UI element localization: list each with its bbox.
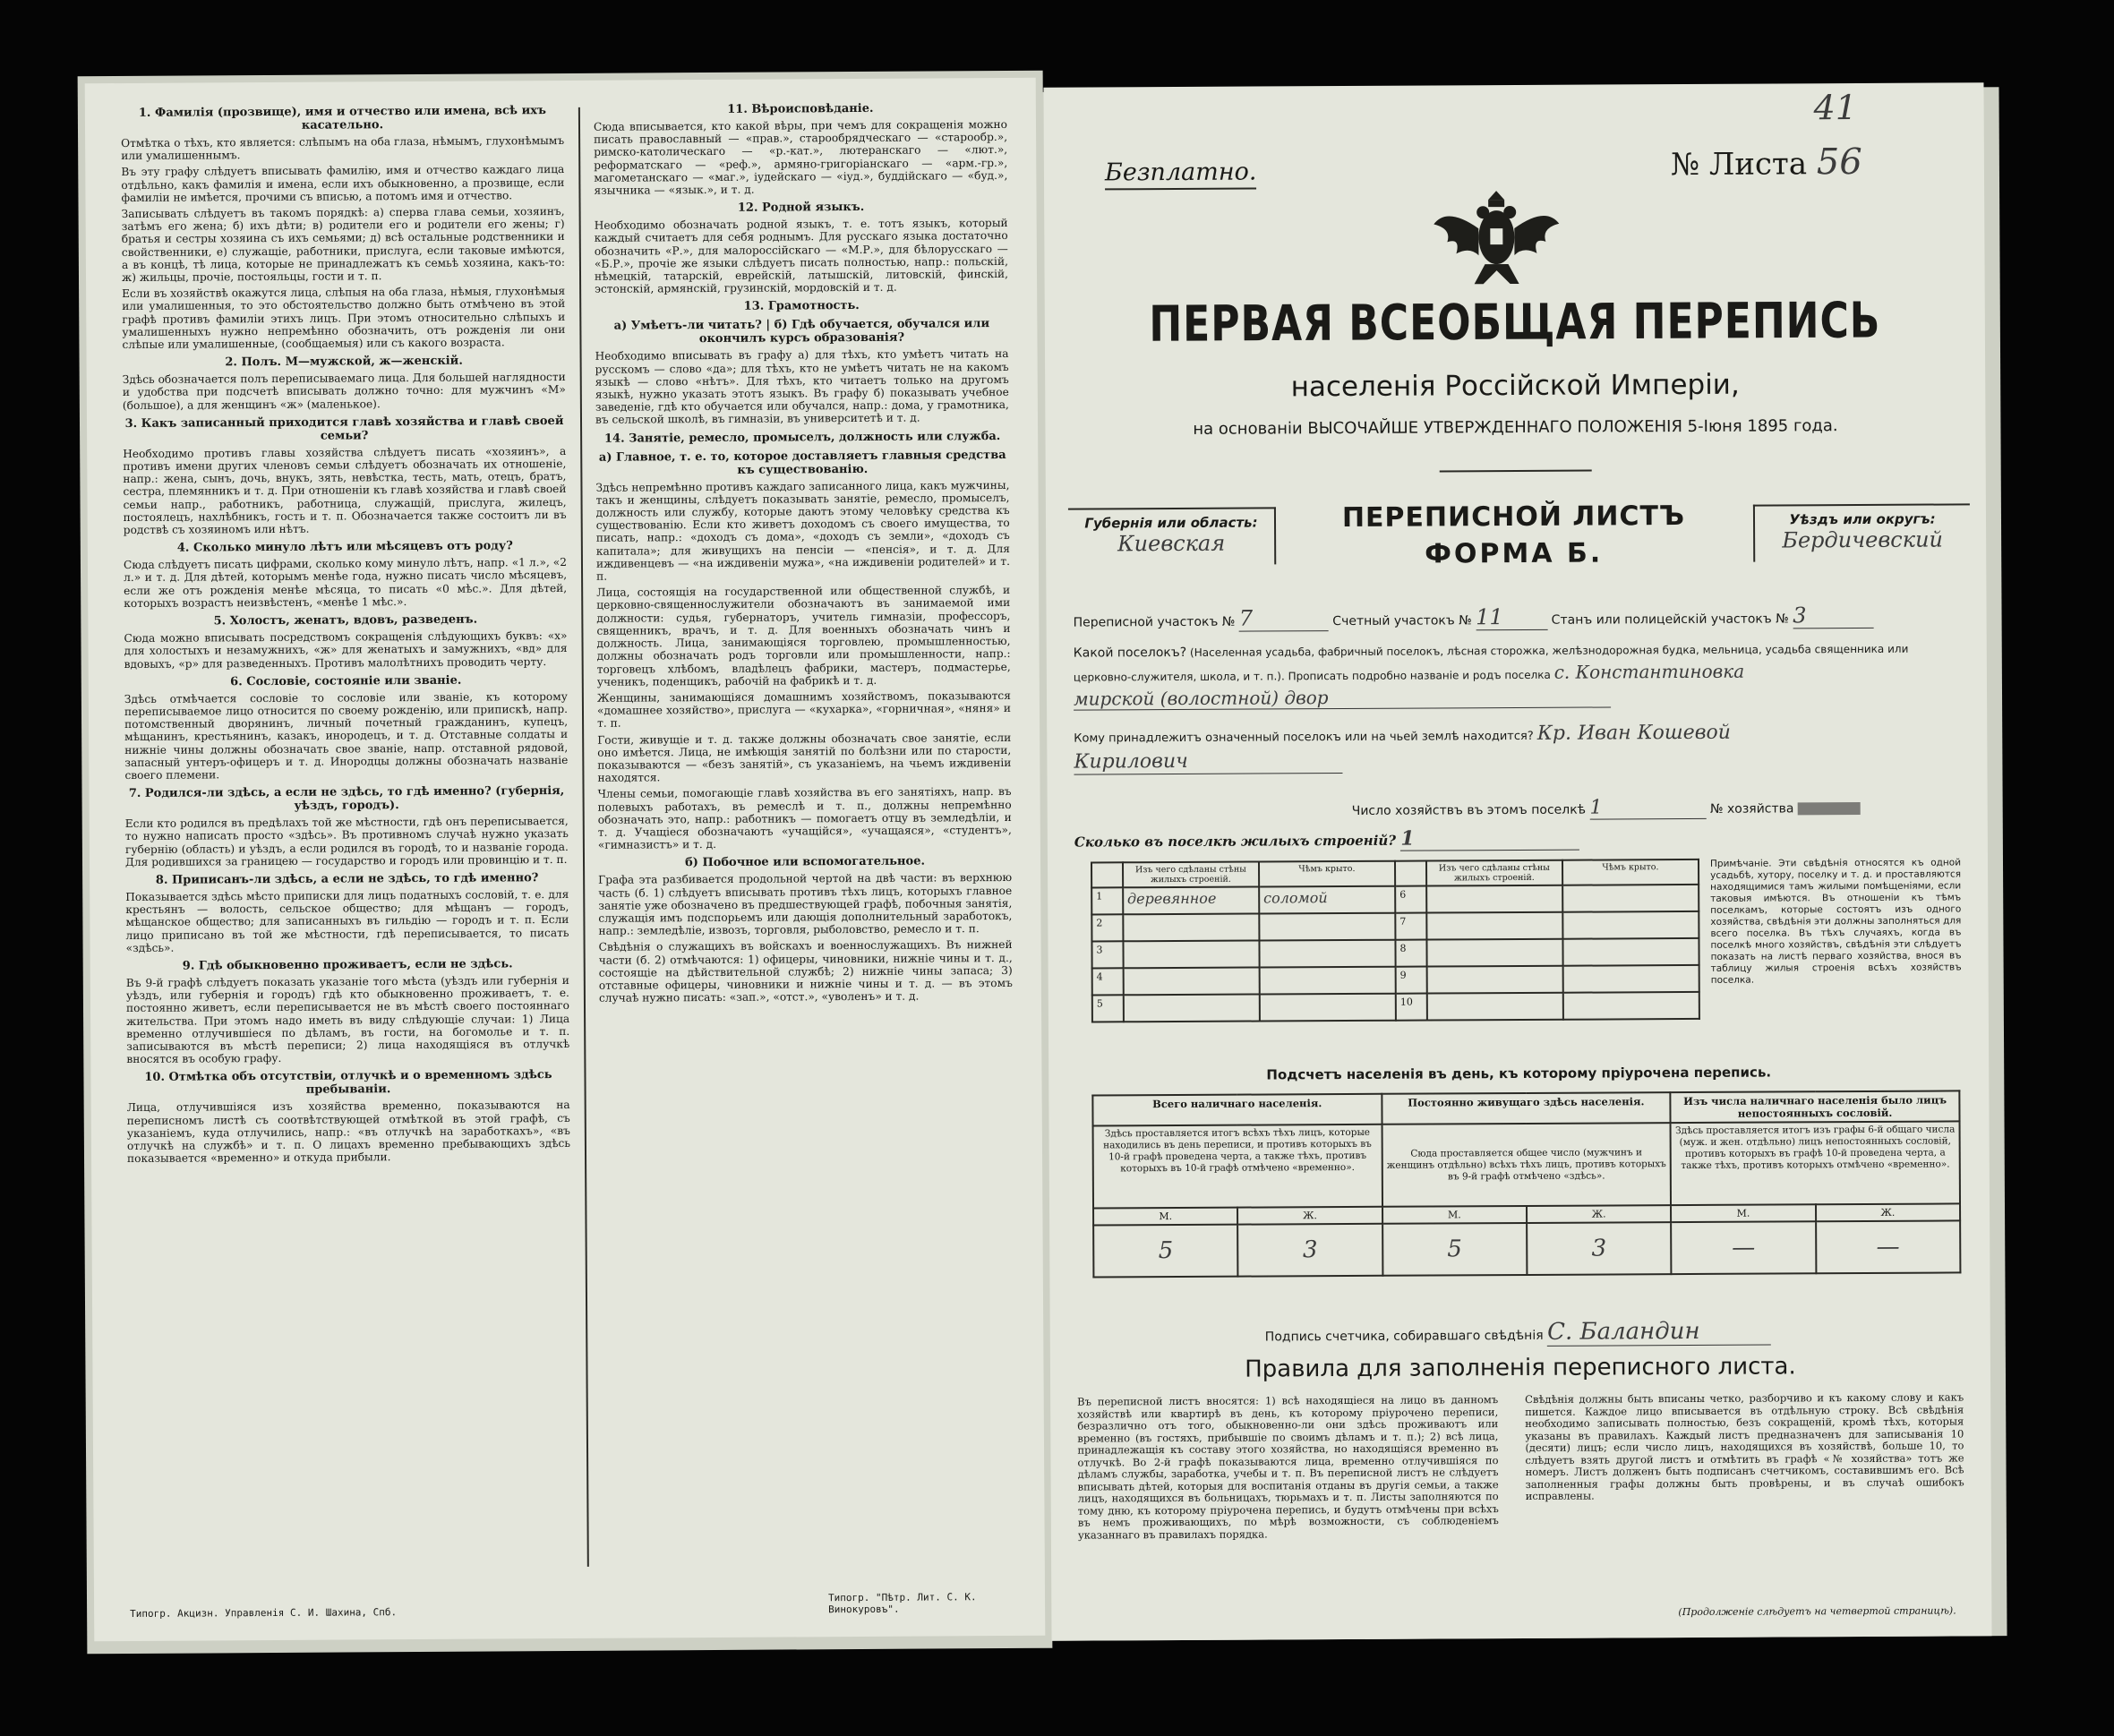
buildings-table-header: Изъ чего сдѣланы стѣны жилыхъ строеній. [1123, 862, 1259, 888]
count-value: 3 [1237, 1224, 1382, 1277]
form-main-title: ПЕРВАЯ ВСЕОБЩАЯ ПЕРЕПИСЬ [1149, 292, 1881, 354]
buildings-cell-walls [1123, 941, 1259, 969]
count-m-header: М. [1093, 1208, 1237, 1226]
buildings-cell-walls [1427, 993, 1563, 1021]
free-label: Безплатно. [1105, 158, 1257, 191]
instruction-paragraph: Въ эту графу слѣдуетъ вписывать фамилію, имя и отчество каждаго лица отдѣльно, какъ фамилія и имена, если ихъ обыкновенно, а прозвище, если фамиліи не имѣется, прочими съ вписью, а потомъ имя и отчество. [121, 163, 565, 204]
buildings-cell-walls [1123, 914, 1259, 942]
instruction-paragraph: Необходимо вписывать въ графу а) для тѣхъ, кто умѣетъ читать на русскомъ — слово «да»; для тѣхъ, кто не умѣетъ читать не на какомъ языкѣ — слово «нѣтъ». Для тѣхъ, кто читаетъ только на другомъ языкѣ, нужно указать этотъ языкъ. Въ графу б) показывать учебное заведеніе, гдѣ кто обучается или обучался, напр.: дома, у грамотника, въ сельской школѣ, въ гимназіи, въ университетѣ и т. д. [595, 347, 1009, 427]
count-text-permanent: Сюда проставляется общее число (мужчинъ и женщинъ отдѣльно) всѣхъ тѣхъ лицъ, противъ которыхъ въ 9-й графѣ отмѣчено «здѣсь». [1382, 1123, 1671, 1207]
form-legal-basis: на основаніи ВЫСОЧАЙШЕ УТВЕРЖДЕННАГО ПОЛОЖЕНІЯ 5-Іюня 1895 года. [1193, 416, 1838, 439]
buildings-cell-walls [1426, 912, 1562, 940]
instruction-heading: 13. Грамотность. [743, 299, 860, 314]
imperial-eagle-emblem [1429, 175, 1564, 292]
instruction-heading: б) Побочное или вспомогательное. [685, 854, 926, 870]
buildings-table-header-num [1395, 861, 1426, 886]
uezd-label: Уѣздъ или округъ: [1789, 510, 1936, 528]
buildings-cell-roof: соломой [1259, 886, 1395, 914]
population-count-table [1091, 1090, 1961, 1278]
instruction-heading: 7. Родился-ли здѣсь, а если не здѣсь, то гдѣ именно? (губернія, уѣздъ, городъ). [128, 784, 565, 813]
instruction-heading: 1. Фамилія (прозвище), имя и отчество или имена, всѣ ихъ касательно. [138, 104, 546, 133]
buildings-table-header: Изъ чего сдѣланы стѣны жилыхъ строеній. [1426, 860, 1562, 886]
rules-right-column: Свѣдѣнія должны быть вписаны четко, разборчиво и къ какому слову и какъ пишется. Каждое лицо вписывается въ отдѣльную строку. Всѣ свѣдѣнія необходимо записывать полностью, безъ сокращеній, кромѣ тѣхъ, которыя указаны въ правилахъ. Каждый листъ предназначенъ для записыванія 10 (десяти) лицъ; если число лицъ, находящихся въ хозяйствѣ, больше 10, то слѣдуетъ взять другой листъ и отмѣтить въ графѣ «№ хозяйства» тотъ же номеръ. Листъ долженъ быть подписанъ счетчикомъ, составившимъ его. Всѣ заполненныя графы должны быть провѣрены, и въ случаѣ ошибокъ исправлены. [1525, 1390, 1964, 1502]
instruction-paragraph: Записывать слѣдуетъ въ такомъ порядкѣ: а) сперва глава семьи, хозяинъ, затѣмъ его жена; б) ихъ дѣти; в) родители его и родители его жены; г) братья и сестры хозяина съ ихъ семьями; д) всѣ остальные родственники и свойственники, е) служащіе, работники, прислуга, если таковые имѣются, а въ концѣ, тѣ лица, которые не принадлежатъ къ семьѣ хозяина, какъ-то: ж) жильцы, прочіе, постояльцы, гости и т. п. [121, 205, 565, 285]
instruction-paragraph: Лица, состоящія на государственной или общественной службѣ, и церковно-священнослужители обозначаютъ въ занимаемой ими должности: судья, губернаторъ, учитель гимназіи, профессоръ, священникъ, врачъ, и т. д. Для военныхъ обозначать чинъ и должность. Лица, занимающіяся торговлею, промышленностью, должны обозначать родъ торговли или промышленности, напр.: торговецъ хлѣбомъ, владѣлецъ фабрики, мастеръ, подмастерье, ученикъ, поденщикъ, рабочій на фабрикѣ и т. д. [596, 584, 1011, 688]
buildings-cell-n: 3 [1091, 941, 1123, 968]
instruction-paragraph: Отмѣтка о тѣхъ, кто является: слѣпымъ на оба глаза, нѣмымъ, глухонѣмымъ или умалишеннымъ. [121, 133, 565, 163]
census-precinct-label: Переписной участокъ № [1073, 614, 1236, 630]
owner-label: Кому принадлежитъ означенный поселокъ или на чьей землѣ находится? [1074, 729, 1534, 746]
households-label: Число хозяйствъ въ этомъ поселкѣ [1351, 802, 1587, 818]
count-text-nonpermanent: Здѣсь проставляется итогъ изъ графы 6-й общаго числа (муж. и жен. отдѣльно) лицъ непостоянныхъ сословій, противъ которыхъ въ графѣ 10-й проведена черта, а также тѣхъ, противъ которыхъ отмѣчено «временно». [1671, 1121, 1960, 1205]
uezd-value: Бердичевский [1782, 526, 1944, 553]
buildings-table [1091, 859, 1700, 1023]
page-number: 41 [1813, 88, 1858, 128]
instruction-paragraph: Лица, отлучившіяся изъ хозяйства временно, показываются на переписномъ листѣ съ соотвѣтствующей отмѣткой въ этой графѣ, съ указаніемъ, куда отлучились, напр.: «въ отлучкѣ на заработкахъ», «въ отлучкѣ на службѣ» и т. п. О лицахъ временно пребывающихъ здѣсь показывается «временно» и откуда прибыли. [126, 1099, 570, 1166]
buildings-cell-roof [1562, 885, 1699, 912]
instruction-heading: 5. Холостъ, женатъ, вдовъ, разведенъ. [213, 612, 478, 629]
instruction-heading: 10. Отмѣтка объ отсутствіи, отлучкѣ и о временномъ здѣсь пребываніи. [144, 1068, 552, 1098]
buildings-cell-roof [1259, 940, 1395, 968]
count-head-total: Всего наличнаго населенія. [1092, 1094, 1382, 1126]
settlement-hint: (Населенная усадьба, фабричный поселокъ, лѣсная сторожка, желѣзнодорожная будка, мельница, усадьба священника или церковно-служителя, школа, и т. п.). Прописать подробно названіе и родъ поселка [1073, 642, 1909, 684]
instruction-heading: 6. Сословіе, состояніе или званіе. [230, 673, 462, 688]
gubernia-label: Губернія или область: [1084, 514, 1258, 532]
uezd-box [1753, 503, 1970, 561]
instruction-paragraph: Члены семьи, помогающіе главѣ хозяйства въ его занятіяхъ, напр. въ полевыхъ работахъ, въ ремеслѣ и т. п., должны непремѣнно обозначать это, напр.: работникъ — помогаетъ отцу въ земледѣліи, и т. д. Учащіеся обозначаютъ «учащійся», «учащаяся», «студентъ», «гимназистъ» и т. д. [597, 785, 1012, 851]
rules-continued-note: (Продолженіе слѣдуетъ на четвертой страницѣ). [1678, 1604, 1956, 1619]
count-head-permanent: Постоянно живущаго здѣсь населенія. [1382, 1092, 1671, 1125]
buildings-value: 1 [1400, 826, 1579, 851]
instruction-paragraph: Сюда слѣдуетъ писать цифрами, сколько кому минуло лѣтъ, напр. «1 л.», «2 л.» и т. д. Для дѣтей, которымъ менѣе года, нужно писать число мѣсяцевъ, если же отъ рожденія менѣе мѣсяца, то писать «0 мѣс.». Для дѣтей, которыхъ возрастъ неизвѣстенъ, «менѣе 1 мѣс.». [123, 556, 568, 610]
buildings-cell-n: 4 [1092, 968, 1124, 995]
household-number-value [1798, 802, 1861, 815]
sheet-number-value: 56 [1816, 141, 1862, 184]
instruction-paragraph: Необходимо противъ главы хозяйства слѣдуетъ писать «хозяинъ», а противъ имени других членовъ семьи слѣдуетъ обозначать их отношеніе, напр.: жена, сынъ, дочь, внукъ, зять, невѣстка, тесть, мать, отецъ, братъ, сестра, племянникъ и т. д. При отношеніи къ главѣ хозяйства и главѣ своей семьи напр., работникъ, работница, служащій, прислуга, жилецъ, постоялецъ, нахлѣбникъ, гость и т. п. Обозначается также состоитъ ли въ родствѣ съ хозяиномъ или нѣтъ. [123, 444, 567, 537]
buildings-cell-n: 8 [1395, 940, 1426, 967]
form-title-block [1279, 500, 1749, 571]
buildings-table-header: Чѣмъ крыто. [1562, 859, 1699, 885]
buildings-cell-n: 9 [1396, 967, 1427, 994]
buildings-cell-n: 1 [1091, 887, 1123, 914]
form-name: ФОРМА Б. [1425, 537, 1604, 570]
signature-label: Подпись счетчика, собиравшаго свѣдѣнія [1264, 1328, 1544, 1345]
instruction-paragraph: Здѣсь обозначается полъ переписываемаго лица. Для большей наглядности и удобства при подсчетѣ вписывать должно точно: для мужчинъ «М» (большое), а для женщинъ «ж» (маленькое). [122, 371, 566, 412]
right-page-census-form [1043, 82, 1991, 1640]
count-zh-header: Ж. [1237, 1207, 1382, 1225]
buildings-cell-n: 5 [1092, 995, 1124, 1022]
buildings-cell-roof [1259, 967, 1395, 995]
count-m-header: М. [1382, 1206, 1527, 1224]
count-m-header: М. [1671, 1204, 1815, 1222]
sheet-number-prefix: № Листа [1670, 146, 1808, 184]
instruction-paragraph: Графа эта разбивается продольной чертой на двѣ части: въ верхнюю часть (б. 1) слѣдуетъ вписывать противъ тѣхъ лицъ, которыхъ главное занятіе уже обозначено въ предшествующей графѣ, побочныя занятія, служащія имъ подспорьемъ или дающія дополнительный заработокъ, напр.: земледѣліе, извозъ, торговля, рыболовство, ремесло и т. п. [598, 871, 1013, 937]
buildings-table-header: Чѣмъ крыто. [1259, 861, 1395, 887]
buildings-cell-roof [1562, 911, 1699, 939]
buildings-cell-walls [1426, 939, 1562, 967]
instruction-heading: 9. Гдѣ обыкновенно проживаетъ, если не здѣсь. [182, 957, 513, 973]
instruction-heading: 8. Приписанъ-ли здѣсь, а если не здѣсь, то гдѣ именно? [155, 871, 539, 887]
counting-precinct-value: 11 [1476, 604, 1547, 630]
buildings-cell-n: 6 [1395, 886, 1426, 913]
population-count-title: Подсчетъ населенія въ день, къ которому пріурочена перепись. [1266, 1064, 1772, 1083]
signature-row [1265, 1318, 1771, 1348]
owner-value: Кр. Иван Кошевой [1536, 721, 1731, 745]
buildings-cell-walls [1123, 968, 1259, 996]
households-row [1352, 794, 1970, 821]
household-number-label: № хозяйства [1709, 801, 1794, 817]
instruction-heading: 4. Сколько минуло лѣтъ или мѣсяцевъ отъ роду? [176, 539, 513, 555]
instruction-paragraph: Свѣдѣнія о служащихъ въ войскахъ и военнослужащихъ. Въ нижней части (б. 2) отмѣчаются: 1) офицеры, чиновники, нижніе чины и т. д., состоящіе на дѣйствительной службѣ; 2) нижніе чины запаса; 3) отставные офицеры, чиновники и нижніе чины и т. д. — въ этомъ случаѣ нужно писать: «зап.», «отст.», «уволенъ» и т. д. [598, 938, 1013, 1005]
instruction-paragraph: Сюда можно вписывать посредствомъ сокращенія слѣдующихъ буквъ: «х» для холостыхъ и незамужнихъ, «ж» для женатыхъ и замужнихъ, «вд» для вдовыхъ, «р» для разведенныхъ. Противъ малолѣтнихъ проводить черту. [124, 629, 568, 671]
buildings-table-header-num [1091, 862, 1123, 887]
imprint-right: Типогр. "Пѣтр. Лит. С. К. Винокуровъ". [828, 1591, 977, 1616]
gubernia-box [1068, 507, 1276, 565]
count-value: — [1816, 1220, 1961, 1273]
imprint-left: Типогр. Акцизн. Управленія С. И. Шахина, Спб. [130, 1606, 398, 1620]
column-divider [578, 107, 589, 1567]
count-zh-header: Ж. [1816, 1203, 1960, 1221]
signature-value: С. Баландин [1547, 1318, 1771, 1347]
police-precinct-label: Станъ или полицейскій участокъ № [1551, 611, 1789, 628]
settlement-label: Какой поселокъ? [1073, 645, 1187, 661]
buildings-cell-roof [1562, 938, 1699, 966]
settlement-value: с. Константиновка [1553, 660, 1745, 683]
instruction-paragraph: Если кто родился въ предѣлахъ той же мѣстности, гдѣ онъ переписывается, то нужно написать просто «здѣсь». Въ противномъ случаѣ нужно указать губернію (область) и уѣздъ, а если родился въ городѣ, то и названіе города. Для родившихся за границею — государство и городъ или провинцію и т. п. [124, 815, 569, 868]
households-value: 1 [1589, 796, 1706, 820]
buildings-cell-walls [1426, 966, 1562, 994]
instruction-heading: 12. Родной языкъ. [737, 201, 865, 216]
census-precinct-value: 7 [1239, 605, 1329, 632]
rules-title: Правила для заполненія переписного листа. [1245, 1353, 1796, 1383]
count-zh-header: Ж. [1527, 1205, 1671, 1223]
counting-precinct-label: Счетный участокъ № [1332, 613, 1472, 629]
instruction-paragraph: Необходимо обозначать родной языкъ, т. е. тотъ языкъ, который каждый считаетъ для себя роднымъ. Для русскаго языка достаточно обозначить «Р.», для малороссійскаго — «М.Р.», для бѣлорусскаго — «Б.Р.», прочіе же языки слѣдуетъ писать полностью, напр.: польскій, нѣмецкій, татарскій, еврейскій, латышскій, литовскій, финскій, эстонскій, армянскій, грузинскій, мордовскій и т. д. [594, 217, 1009, 296]
instruction-paragraph: Сюда вписывается, кто какой вѣры, при чемъ для сокращенія можно писать православный — «прав.», старообрядческаго — «старообр.», римско-католическаго — «р.-кат.», лютеранскаго — «лют.», реформатскаго — «реф.», армяно-григоріанскаго — «арм.-гр.», магометанскаго — «маг.», іудейскаго — «іуд.», буддійскаго — «буд.», язычника — «язык.», и т. д. [593, 117, 1008, 197]
instruction-paragraph: Показывается здѣсь мѣсто приписки для лицъ податныхъ сословій, т. е. для крестьянъ — волость, сельское общество; для мѣщанъ — городъ, мѣщанское общество; для записанныхъ въ гильдію — городъ и т. п. Если лицо приписано въ той же мѣстности, гдѣ переписывается, то писать «здѣсь». [125, 887, 569, 954]
instruction-paragraph: Здѣсь непремѣнно противъ каждаго записанного лица, какъ мужчины, такъ и женщины, слѣдуетъ показывать занятіе, ремесло, промыселъ, должность или службу, которые даютъ этому человѣку средства къ существованію. Если кто живетъ доходомъ съ своего имущества, то писать, напр.: «доходъ съ дома», «доходъ съ земли», «доходъ съ капитала»; для живущихъ на пенсіи — «пенсія», и т. д. Для иждивенцевъ — «на иждивеніи мужа», «на иждивеніи родителей» и т. п. [595, 478, 1011, 583]
instruction-heading: а) Главное, т. е. то, которое доставляетъ главныя средства къ существованію. [598, 448, 1006, 477]
precinct-row [1074, 602, 1960, 632]
buildings-cell-roof [1562, 965, 1699, 993]
buildings-cell-walls: деревянное [1123, 887, 1259, 915]
form-title: ПЕРЕПИСНОЙ ЛИСТЪ [1341, 500, 1686, 534]
count-value: 5 [1093, 1225, 1238, 1278]
sheet-number-label [1671, 141, 1862, 184]
buildings-cell-walls [1426, 885, 1562, 913]
instruction-heading: 3. Какъ записанный приходится главѣ хозяйства и главѣ своей семьи? [124, 414, 564, 443]
count-text-total: Здѣсь проставляется итогъ всѣхъ тѣхъ лицъ, которые находились въ день переписи, и противъ которыхъ въ 10-й графѣ проведена черта, а также тѣхъ, противъ которыхъ въ 10-й графѣ отмѣчено «временно». [1093, 1125, 1382, 1209]
buildings-cell-n: 7 [1395, 913, 1426, 940]
instruction-heading: а) Умѣетъ-ли читать? | б) Гдѣ обучается, обучался или окончилъ курсъ образованія? [613, 317, 990, 346]
buildings-cell-walls [1124, 995, 1260, 1022]
count-value: — [1671, 1221, 1816, 1274]
buildings-cell-roof [1260, 994, 1396, 1022]
buildings-cell-n: 10 [1396, 994, 1427, 1021]
settlement-value-line2: мирской (волостной) двор [1074, 685, 1611, 710]
instruction-paragraph: Въ 9-й графѣ слѣдуетъ показать указаніе того мѣста (уѣздъ или губернія и уѣздъ, или губернія и городъ) гдѣ кто обыкновенно проживаетъ, т. е. постоянно живетъ, если переписывается не въ мѣстѣ своего постояннаго жительства. При этомъ надо иметь въ виду слѣдующіе случаи: 1) Лица временно отлучившіеся по дѣламъ, въ гости, на богомолье и т. п. записываются въ мѣстѣ переписи; 2) лица находящіяся въ отлучкѣ вносятся въ особую графу. [125, 973, 570, 1066]
buildings-cell-roof [1259, 913, 1395, 941]
count-value: 5 [1382, 1223, 1528, 1276]
buildings-label: Сколько въ поселкѣ жилыхъ строеній? [1074, 832, 1397, 851]
instruction-paragraph: Гости, живущіе и т. д. также должны обозначать свое занятіе, если оно имѣется. Лица, не имѣющія занятій по болѣзни или по старости, показываются — «безъ занятій», съ указаніемъ, на чьемъ иждивеніи находятся. [597, 731, 1012, 784]
count-head-nonpermanent: Изъ числа наличнаго населенія было лицъ непостоянныхъ сословій. [1671, 1090, 1960, 1123]
owner-row [1074, 720, 1960, 774]
instruction-heading: 2. Полъ. М—мужской, ж—женскій. [225, 354, 463, 370]
rules-left-column: Въ переписной листъ вносятся: 1) всѣ находящіеся на лицо въ данномъ хозяйствѣ или квартирѣ въ день, къ которому пріурочено переписи, безразлично отъ того, обыкновенно-ли они здѣсь проживаютъ или временно (въ гостяхъ, прибывшіе по своимъ дѣламъ и т. п.); 2) всѣ лица, принадлежащія къ составу этого хозяйства, но находящіяся временно въ отлучкѣ. Во 2-й графѣ показываются лица, временно отлучившіяся по дѣламъ службы, заработка, учебы и т. п. Въ переписной листъ не слѣдуетъ вписывать дѣтей, которыя для воспитанія отданы въ другія семьи, а также лицъ, находящихся въ больницахъ, тюрьмахъ и т. п. Листы заполняются по тому дню, къ которому пріурочена перепись, и будутъ отмѣчены при всѣхъ въ немъ проживающихъ, по мѣрѣ возможности, съ соблюденіемъ указаннаго въ правилахъ порядка. [1077, 1393, 1499, 1542]
left-page-instructions [85, 78, 1046, 1641]
instruction-heading: 14. Занятіе, ремесло, промыселъ, должность или служба. [603, 429, 1001, 446]
buildings-note: Примѣчаніе. Эти свѣдѣнія относятся къ одной усадьбѣ, хутору, поселку и т. д. и проставляются находящимися тамъ жилыми помѣщеніями, если таковыя имѣются. Въ отношеніи къ тѣмъ поселкамъ, которые состоятъ изъ одного хозяйства, свѣдѣнія эти должны заполняться для всего поселка. Въ тѣхъ случаяхъ, когда въ поселкѣ много хозяйствъ, свѣдѣнія эти слѣдуетъ показать на листѣ перваго хозяйства, внося въ таблицу жилыя строенія всѣхъ хозяйствъ поселка. [1709, 857, 1962, 986]
instruction-heading: 11. Вѣроисповѣданіе. [727, 101, 874, 116]
form-subtitle: населенія Россійской Имперіи, [1290, 368, 1740, 404]
count-value: 3 [1527, 1222, 1672, 1275]
settlement-row [1074, 637, 1960, 710]
instruction-paragraph: Здѣсь отмѣчается сословіе то сословіе или званіе, къ которому переписываемое лицо относится по своему рожденію, или припискѣ, напр. потомственный дворянинъ, личный почетный гражданинъ, купецъ, мѣщанинъ, крестьянинъ, казакъ, инородецъ, и т. д. Отставные солдаты и нижніе чины должны обозначать свое званіе, напр. отставной рядовой, запасный унтеръ-офицеръ и т. д. Инородцы должны обозначать названіе своего племени. [124, 689, 569, 782]
instructions-column-2 [594, 96, 1016, 1576]
instruction-paragraph: Женщины, занимающіяся домашнимъ хозяйствомъ, показываются «домашнее хозяйство», прислуга — «кухарка», «горничная», «няня» и т. п. [596, 688, 1012, 731]
buildings-cell-roof [1563, 992, 1699, 1020]
divider-short [1440, 470, 1592, 473]
instruction-paragraph: Если въ хозяйствѣ окажутся лица, слѣпыя на оба глаза, нѣмыя, глухонѣмыя или умалишенныя, то это обстоятельство должно быть отмѣчено въ этой графѣ противъ фамиліи этихъ лицъ. При этомъ относительно слѣпыхъ и умалишенныхъ нужно непремѣнно обозначить, отъ рожденія ли они слѣпые или умалишенные, (сообщаемыя) или съ какого возраста. [122, 285, 566, 352]
gubernia-value: Киевская [1117, 530, 1226, 557]
police-precinct-value: 3 [1793, 603, 1873, 629]
buildings-row [1074, 826, 1580, 853]
instructions-column-1 [121, 98, 573, 1578]
owner-value-line2: Кирилович [1074, 749, 1342, 775]
buildings-cell-n: 2 [1091, 914, 1123, 941]
